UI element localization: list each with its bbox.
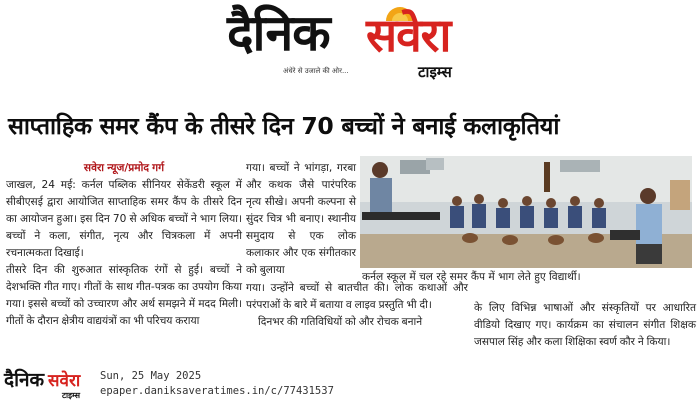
logo-savera: सवेरा — [366, 8, 451, 62]
article-headline: साप्ताहिक समर कैंप के तीसरे दिन 70 बच्चों ने बनाई कलाकृतियां — [8, 112, 560, 140]
article-photo — [360, 156, 692, 268]
article-paragraph: जाखल, 24 मई: कर्नल पब्लिक सीनियर सेकेंडरी स्कूल में सीबीएसई द्वारा आयोजित साप्ताहिक समर कैंप के तीसरे दिन का आयोजन हुआ। इस दिन 70 से अधिक बच्चों ने भाग लिया। बच्चों ने कला, संगीत, नृत्य और चित्रकला में अपनी रचनात्मकता दिखाई। — [6, 179, 242, 259]
footer-date: Sun, 25 May 2025 — [100, 370, 202, 382]
article-paragraph: तीसरे दिन की शुरुआत सांस्कृतिक रंगों से हुई। बच्चों ने देशभक्ति गीत गाए। गीतों के साथ गीत-पत्रक का उपयोग किया गया। इससे बच्चों को उच्चारण और अर्थ समझने में मदद मिली। गीतों के दौरान क्षेत्रीय वाद्ययंत्रों का भी परिचय कराया — [6, 264, 242, 327]
logo-dainik: दैनिक — [227, 4, 330, 62]
article-byline: सवेरा न्यूज/प्रमोद गर्ग — [83, 162, 165, 174]
article-column-2 — [246, 160, 356, 279]
masthead — [0, 0, 700, 92]
article-paragraph: दिनभर की गतिविधियों को और रोचक बनाने — [258, 316, 423, 328]
article-column-4 — [474, 300, 696, 351]
article-column-1 — [6, 160, 242, 330]
footer-logo-times: टाइम्स — [62, 391, 81, 400]
classroom-photo-image — [360, 156, 692, 268]
article-paragraph: के लिए विभिन्न भाषाओं और संस्कृतियों पर आधारित वीडियो दिखाए गए। कार्यक्रम का संचालन संगीत शिक्षक जसपाल सिंह और कला शिक्षिका स्वर्ण कौर ने किया। — [474, 302, 696, 348]
footer-url-link[interactable]: epaper.daniksaveratimes.in/c/77431537 — [100, 385, 334, 397]
masthead-edition: टाइम्स — [418, 63, 452, 81]
article-paragraph: गया। उन्होंने बच्चों से बातचीत की। लोक कथाओं और परंपराओं के बारे में बताया व लाइव प्रस्तुति भी दी। — [246, 282, 468, 311]
article-paragraph: गया। बच्चों ने भांगड़ा, गरबा और कथक जैसे पारंपरिक नृत्य सीखे। अपनी कल्पना से सुंदर चित्र भी बनाए। स्थानीय समुदाय से एक लोक कलाकार और एक संगीतकार को बुलाया — [246, 162, 356, 276]
masthead-tagline: अंधेरे से उजाले की ओर... — [283, 67, 349, 75]
footer-logo — [4, 366, 94, 406]
footer-logo-savera: सवेरा — [48, 371, 81, 391]
photo-caption: कर्नल स्कूल में चल रहे समर कैंप में भाग लेते हुए विद्यार्थी। — [362, 271, 581, 283]
footer-logo-dainik: दैनिक — [4, 369, 45, 391]
article-column-3 — [246, 280, 468, 331]
